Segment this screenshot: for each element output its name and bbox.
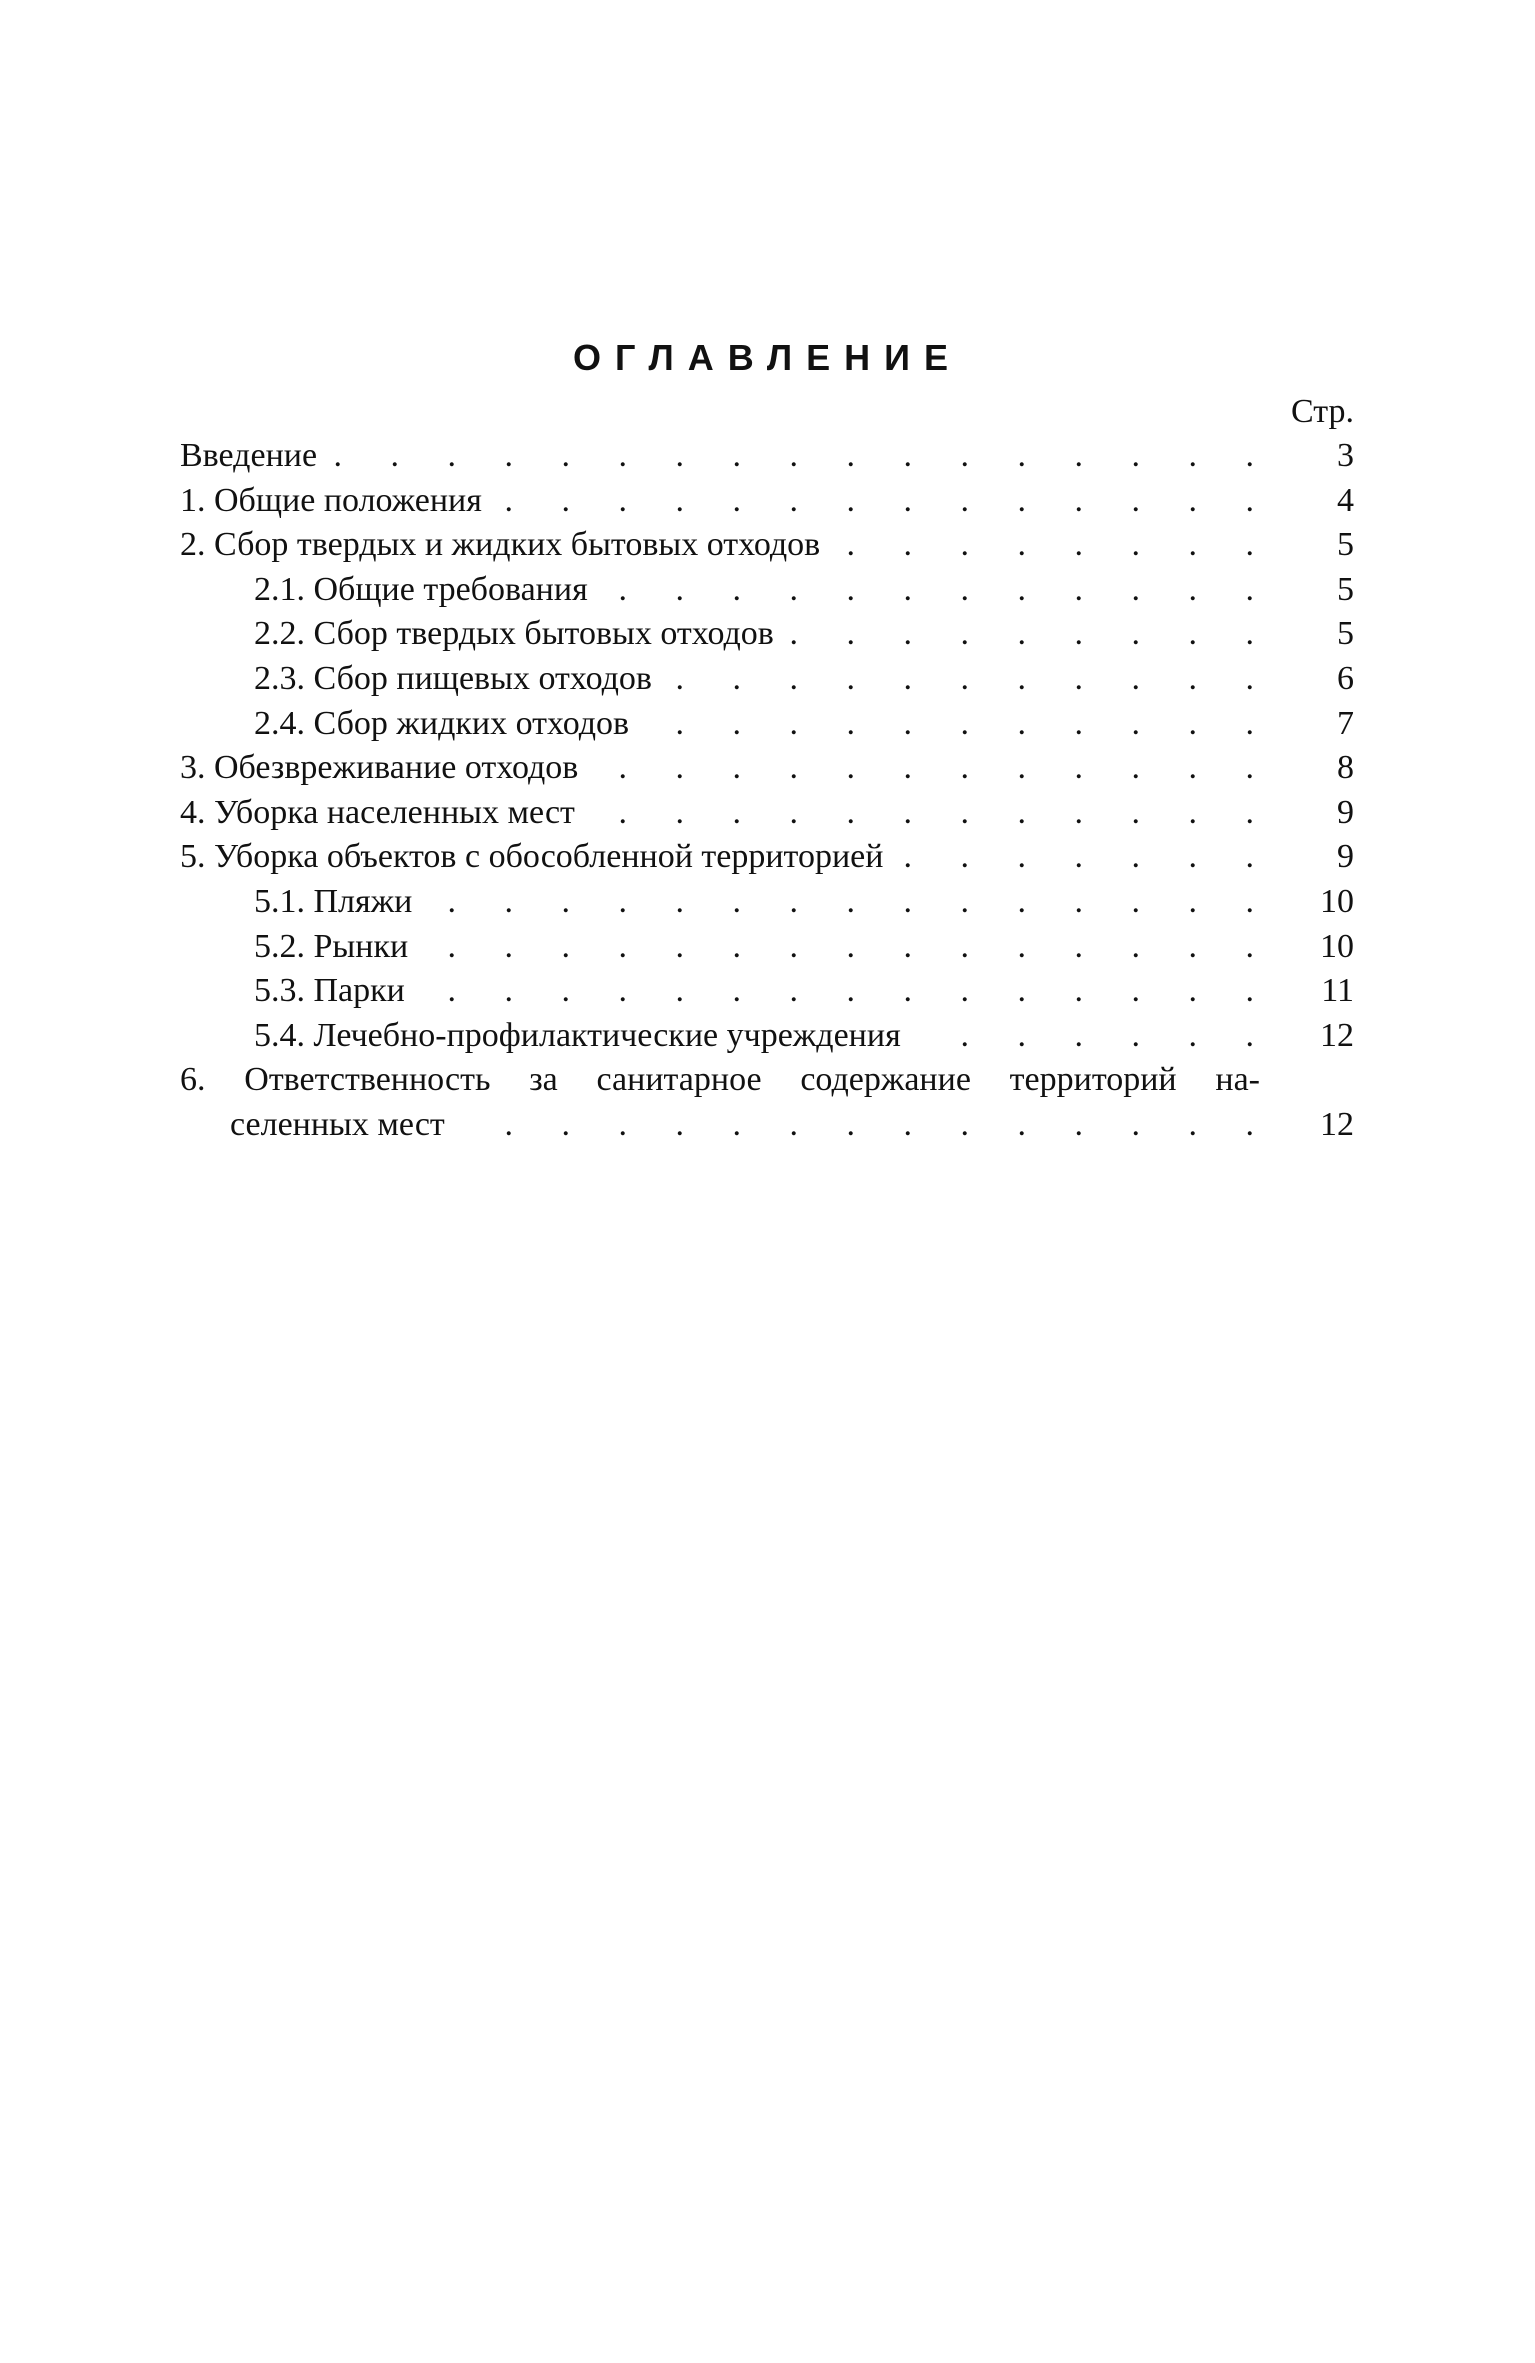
toc-entry-label: 3. Обезвреживание отходов xyxy=(180,749,579,787)
toc-entry-page: 7 xyxy=(1337,704,1354,742)
toc-title: ОГЛАВЛЕНИЕ xyxy=(572,337,963,378)
toc-entry-5-2 xyxy=(180,925,1354,970)
toc-entry-2-1 xyxy=(180,568,1354,613)
toc-entry-page: 5 xyxy=(1337,615,1354,653)
dot-leader xyxy=(422,925,1274,970)
toc-entry-introduction xyxy=(180,434,1354,479)
toc-entry-page: 4 xyxy=(1337,481,1354,519)
toc-entry-label: 2.1. Общие требования xyxy=(254,570,588,608)
toc-entry-page: 10 xyxy=(1320,927,1354,965)
toc-entry-5 xyxy=(180,835,1354,880)
toc-entry-label: 2.4. Сбор жидких отходов xyxy=(254,704,630,742)
toc-entry-label: 4. Уборка населенных мест xyxy=(180,793,575,831)
dot-leader xyxy=(643,702,1274,747)
toc-entry-label: 5. Уборка объектов с обособленной территорией xyxy=(180,838,884,876)
toc-entry-page: 12 xyxy=(1320,1105,1354,1143)
toc-entry-page: 5 xyxy=(1337,526,1354,564)
toc-entry-label: селенных мест xyxy=(230,1105,445,1143)
dot-leader xyxy=(459,1103,1274,1148)
dot-leader xyxy=(496,479,1274,524)
dot-leader xyxy=(788,612,1274,657)
toc-entry-5-1 xyxy=(180,880,1354,925)
toc-entry-2 xyxy=(180,523,1354,568)
toc-entry-page: 5 xyxy=(1337,570,1354,608)
toc-entry-label: 5.2. Рынки xyxy=(254,927,409,965)
dot-leader xyxy=(592,746,1274,791)
toc-entry-page: 9 xyxy=(1337,793,1354,831)
dot-leader xyxy=(602,568,1274,613)
toc-entry-3 xyxy=(180,746,1354,791)
toc-entry-label: 5.3. Парки xyxy=(254,972,405,1010)
toc-entry-page: 6 xyxy=(1337,659,1354,697)
dot-leader xyxy=(426,880,1274,925)
dot-leader xyxy=(419,969,1274,1014)
dot-leader xyxy=(589,791,1274,836)
toc-entry-5-4 xyxy=(180,1014,1354,1059)
toc-entry-label: 5.4. Лечебно-профилактические учреждения xyxy=(254,1016,901,1054)
dot-leader xyxy=(331,434,1274,479)
toc-entry-page: 10 xyxy=(1320,882,1354,920)
page-column-header xyxy=(180,390,1354,434)
toc-entry-label: 2.2. Сбор твердых бытовых отходов xyxy=(254,615,774,653)
toc-entry-label: 2.3. Сбор пищевых отходов xyxy=(254,659,652,697)
toc-entry-page: 3 xyxy=(1337,437,1354,474)
table-of-contents xyxy=(180,390,1354,1148)
toc-entry-label: 1. Общие положения xyxy=(180,481,482,519)
toc-entry-label: 5.1. Пляжи xyxy=(254,882,413,920)
toc-entry-2-3 xyxy=(180,657,1354,702)
toc-entry-2-4 xyxy=(180,702,1354,747)
dot-leader xyxy=(834,523,1274,568)
toc-entry-page: 9 xyxy=(1337,838,1354,876)
toc-entry-2-2 xyxy=(180,612,1354,657)
toc-entry-page: 8 xyxy=(1337,749,1354,787)
toc-entry-1 xyxy=(180,479,1354,524)
toc-entry-4 xyxy=(180,791,1354,836)
dot-leader xyxy=(666,657,1274,702)
dot-leader xyxy=(915,1014,1274,1059)
toc-entry-page: 12 xyxy=(1320,1016,1354,1054)
dot-leader xyxy=(897,835,1274,880)
toc-entry-5-3 xyxy=(180,969,1354,1014)
toc-entry-6 xyxy=(180,1103,1354,1148)
toc-entry-label: Введение xyxy=(180,437,318,474)
page-column-header-label: Стр. xyxy=(1290,393,1354,430)
toc-entry-6-line1: 6. Ответственность за санитарное содержание территорий на- xyxy=(180,1061,1260,1099)
toc-entry-page: 11 xyxy=(1321,972,1354,1010)
toc-entry-label: 2. Сбор твердых и жидких бытовых отходов xyxy=(180,526,821,564)
